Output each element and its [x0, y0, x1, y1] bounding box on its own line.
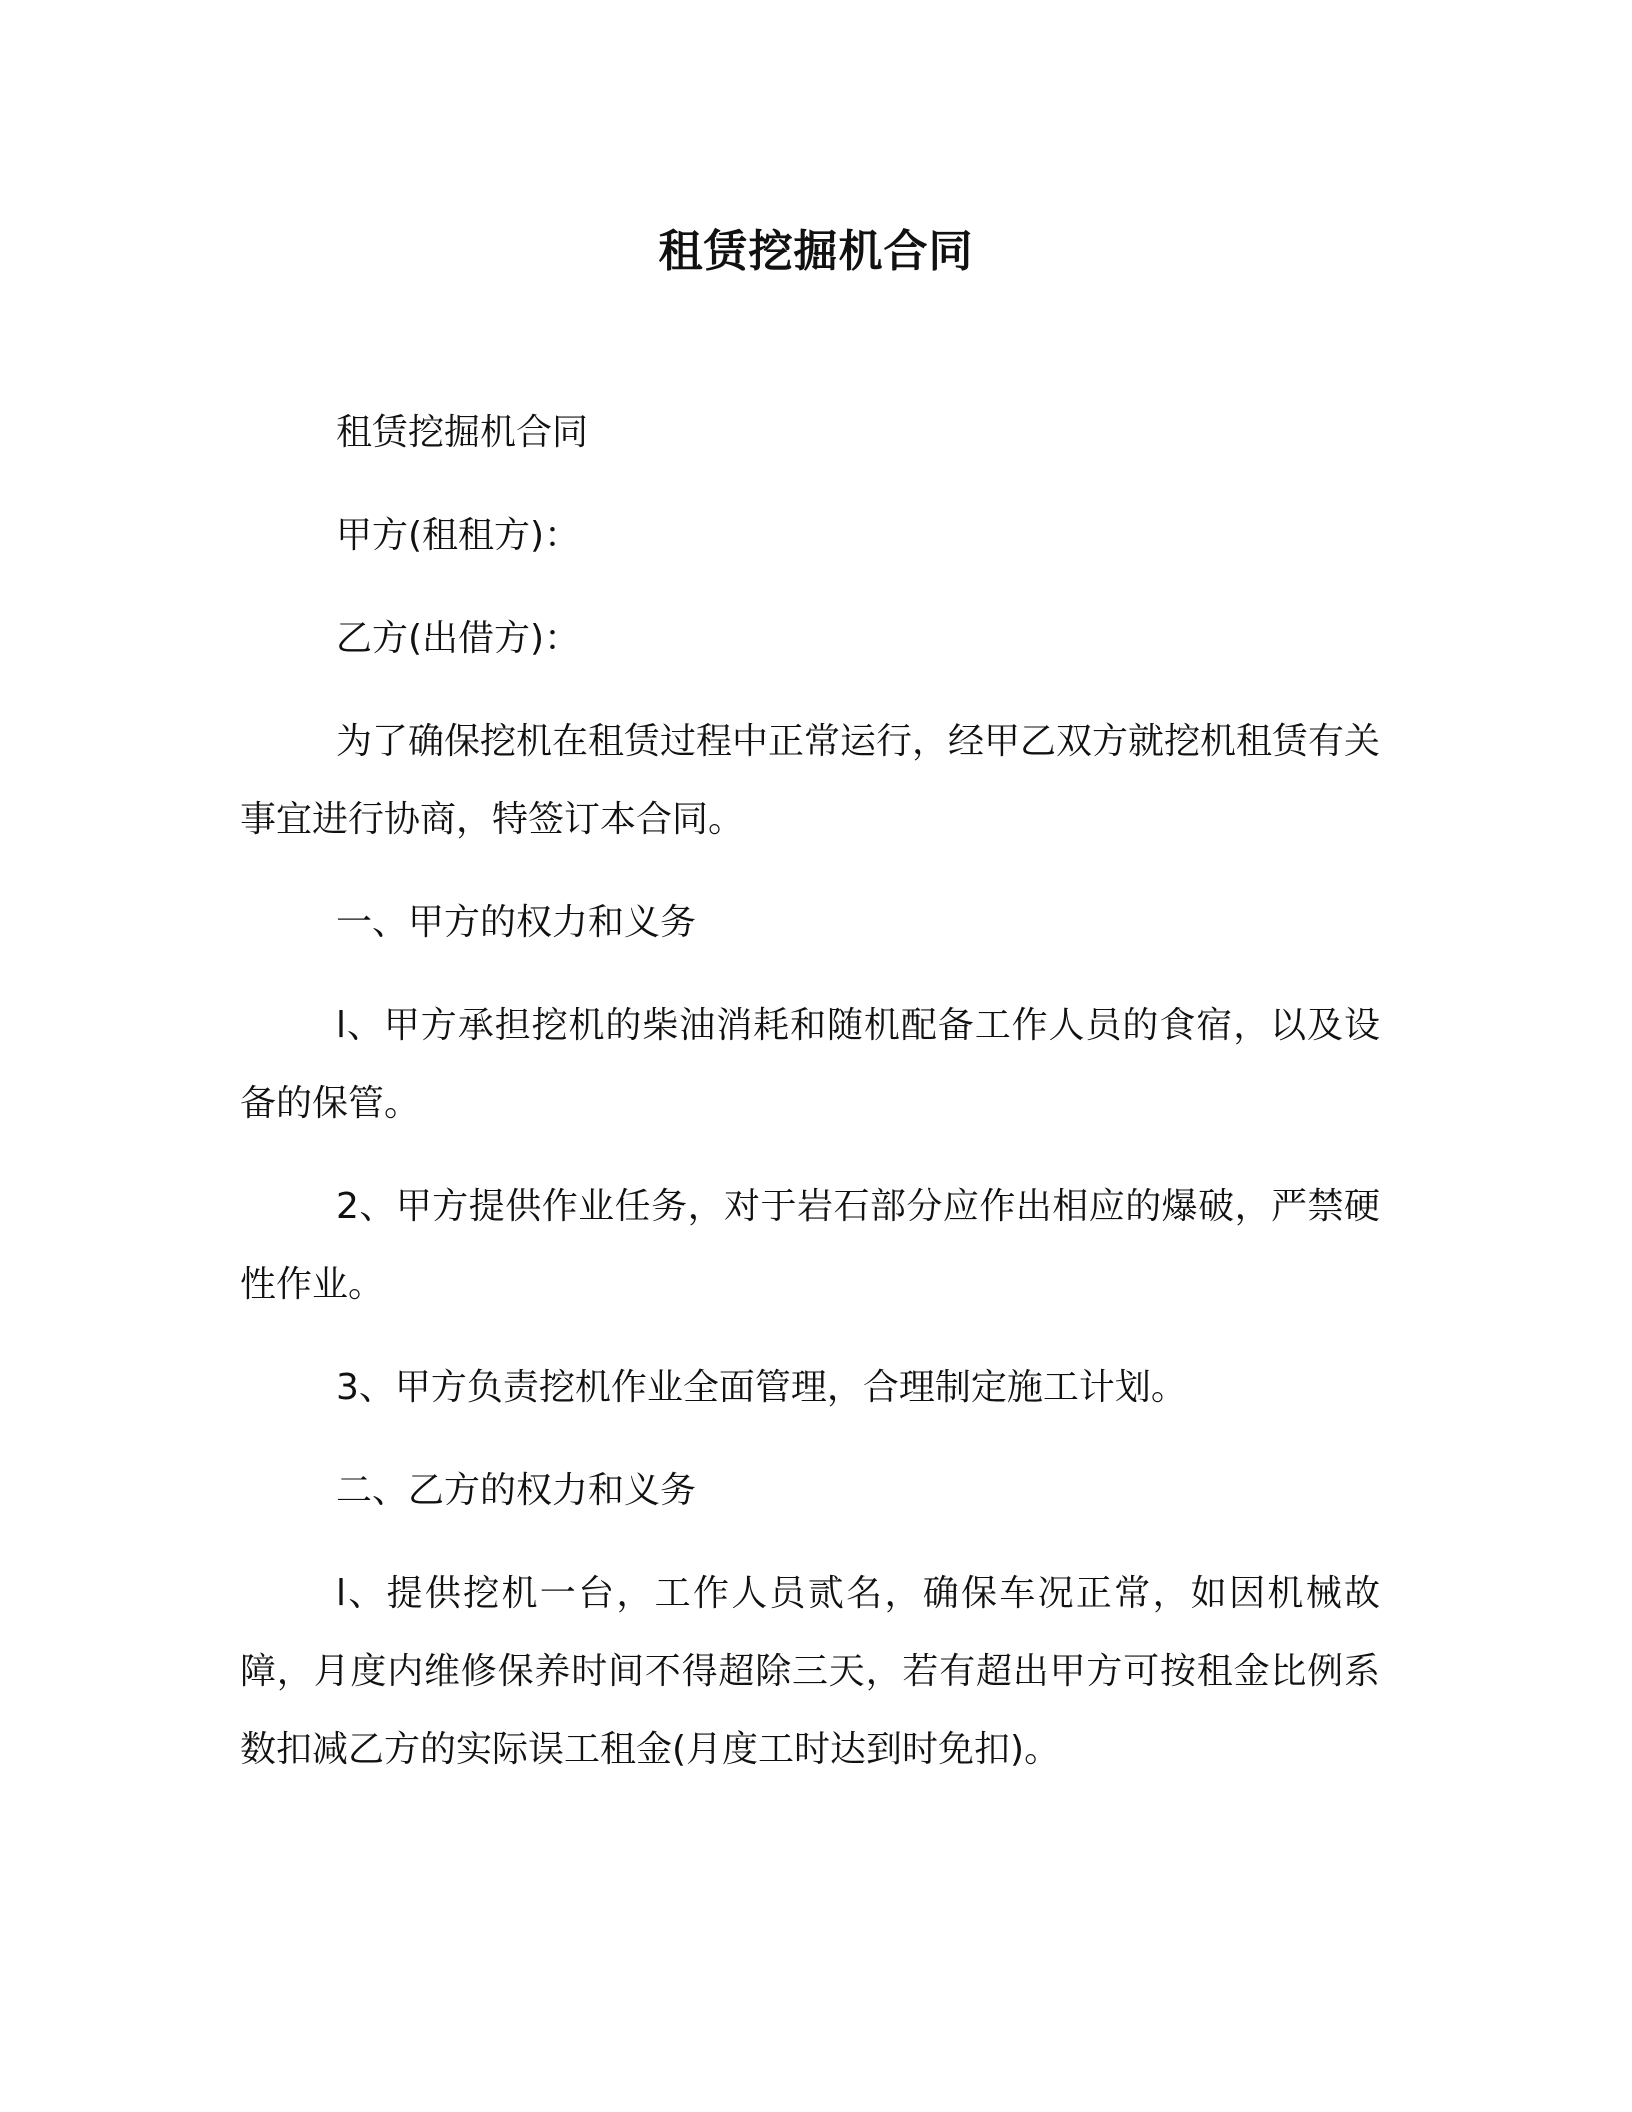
section-heading-party-a: 一、甲方的权力和义务	[336, 902, 697, 943]
paragraph-party-a-item-3: 3、甲方负责挖机作业全面管理，合理制定施工计划。	[336, 1367, 1187, 1408]
paragraph-party-a: 甲方(租租方)：	[336, 515, 581, 556]
paragraph-party-b: 乙方(出借方)：	[336, 618, 581, 659]
paragraph-party-b-item-1: l、提供挖机一台，工作人员贰名，确保车况正常，如因机械故障，月度内维修保养时间不得超除三天，若有超出甲方可按租金比例系数扣减乙方的实际误工租金(月度工时达到时免扣)。	[240, 1573, 1380, 1770]
document-title: 租赁挖掘机合同	[658, 226, 974, 277]
document-body	[240, 394, 1380, 1814]
paragraph-intro: 为了确保挖机在租赁过程中正常运行，经甲乙双方就挖机租赁有关事宜进行协商，特签订本合同。	[240, 721, 1381, 840]
paragraph-party-a-item-1: l、甲方承担挖机的柴油消耗和随机配备工作人员的食宿，以及设备的保管。	[240, 1005, 1380, 1124]
paragraph-subtitle: 租赁挖掘机合同	[336, 412, 589, 453]
paragraph-party-a-item-2: 2、甲方提供作业任务，对于岩石部分应作出相应的爆破，严禁硬性作业。	[240, 1186, 1380, 1305]
section-heading-party-b: 二、乙方的权力和义务	[336, 1470, 697, 1511]
